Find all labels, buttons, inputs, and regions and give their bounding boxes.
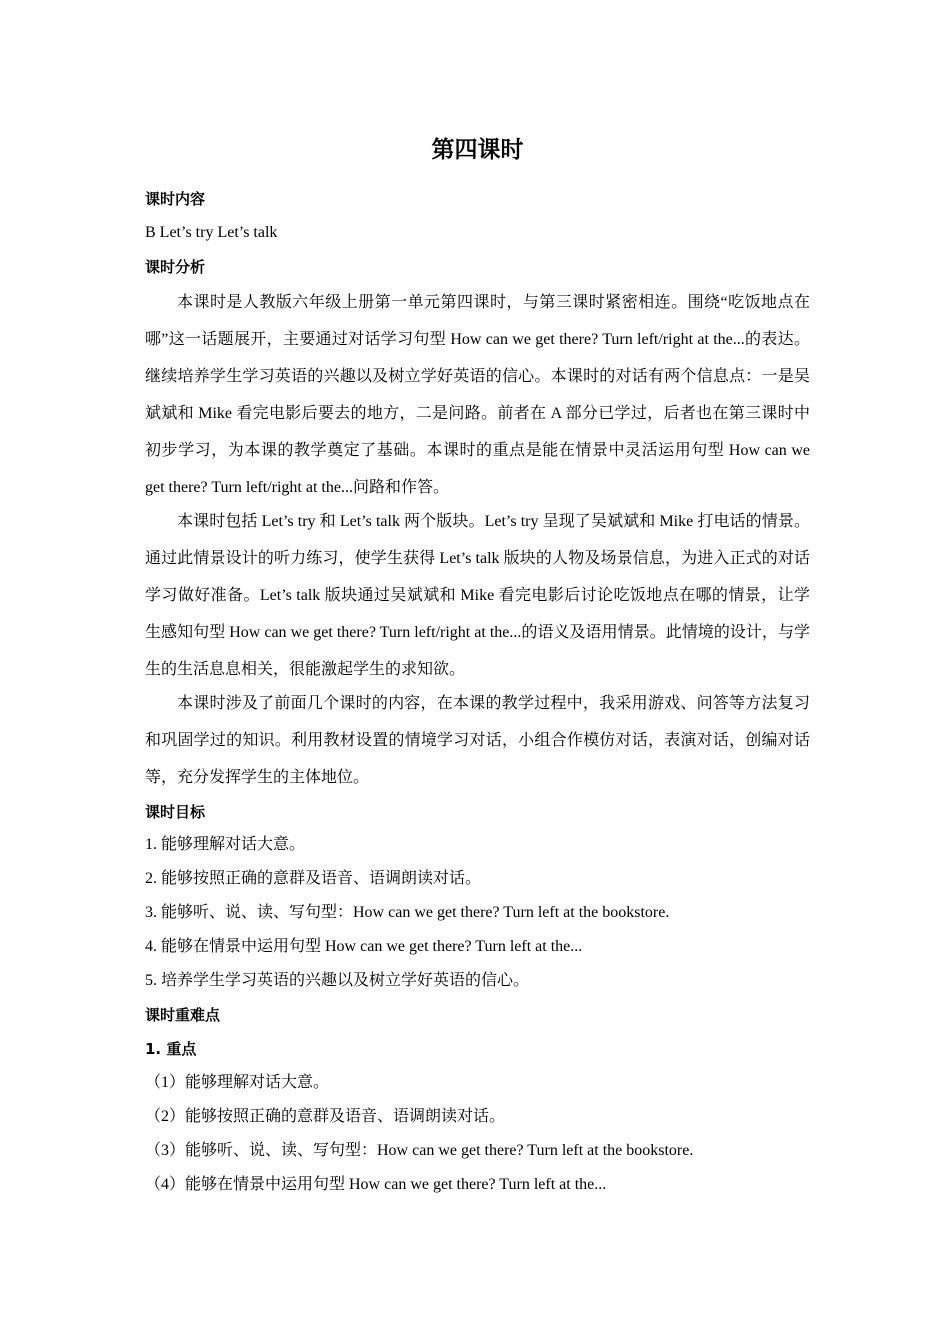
key-point-item: （4）能够在情景中运用句型 How can we get there? Turn left at the... — [145, 1176, 607, 1193]
page-title: 第四课时 — [431, 137, 524, 163]
goal-item: 3. 能够听、说、读、写句型：How can we get there? Turn left at the bookstore. — [145, 904, 670, 921]
key-point-item: （3）能够听、说、读、写句型：How can we get there? Turn left at the bookstore. — [145, 1142, 694, 1159]
goal-item: 5. 培养学生学习英语的兴趣以及树立学好英语的信心。 — [145, 972, 530, 989]
analysis-paragraph: 本课时是人教版六年级上册第一单元第四课时，与第三课时紧密相连。围绕“吃饭地点在哪”这一话题展开，主要通过对话学习句型 How can we get there? Turn left/right at the...的表达。继续培养学生学习英语的兴趣以及树立学好英语的信心。本课时的对话有两个信息点：一是吴斌斌和 Mike 看完电影后要去的地方，二是问路。前者在 A 部分已学过，后者也在第三课时中初步学习，为本课的教学奠定了基础。本课时的重点是能在情景中灵活运用句型 How can we get there? Turn left/right at the...问路和作答。 — [145, 294, 810, 496]
key-point-item: （2）能够按照正确的意群及语音、语调朗读对话。 — [145, 1108, 506, 1125]
key-sub-heading: 1. 重点 — [145, 1040, 197, 1058]
goals-heading: 课时目标 — [145, 803, 206, 821]
goal-item: 1. 能够理解对话大意。 — [145, 836, 306, 853]
key-point-item: （1）能够理解对话大意。 — [145, 1074, 330, 1091]
goal-item: 4. 能够在情景中运用句型 How can we get there? Turn left at the... — [145, 938, 583, 955]
content-text: B Let’s try Let’s talk — [145, 224, 278, 241]
analysis-paragraph: 本课时包括 Let’s try 和 Let’s talk 两个版块。Let’s try 呈现了吴斌斌和 Mike 打电话的情景。通过此情景设计的听力练习，使学生获得 Let’s talk 版块的人物及场景信息，为进入正式的对话学习做好准备。Let’s talk 版块通过吴斌斌和 Mike 看完电影后讨论吃饭地点在哪的情景，让学生感知句型 How can we get there? Turn left/right at the...的语义及语用情景。此情境的设计，与学生的生活息息相关，很能激起学生的求知欲。 — [145, 513, 810, 678]
goal-item: 2. 能够按照正确的意群及语音、语调朗读对话。 — [145, 870, 482, 887]
key-heading: 课时重难点 — [145, 1006, 221, 1024]
analysis-heading: 课时分析 — [145, 258, 206, 276]
content-heading: 课时内容 — [145, 190, 206, 208]
analysis-paragraph: 本课时涉及了前面几个课时的内容，在本课的教学过程中，我采用游戏、问答等方法复习和巩固学过的知识。利用教材设置的情境学习对话，小组合作模仿对话，表演对话，创编对话等，充分发挥学生的主体地位。 — [145, 695, 810, 786]
